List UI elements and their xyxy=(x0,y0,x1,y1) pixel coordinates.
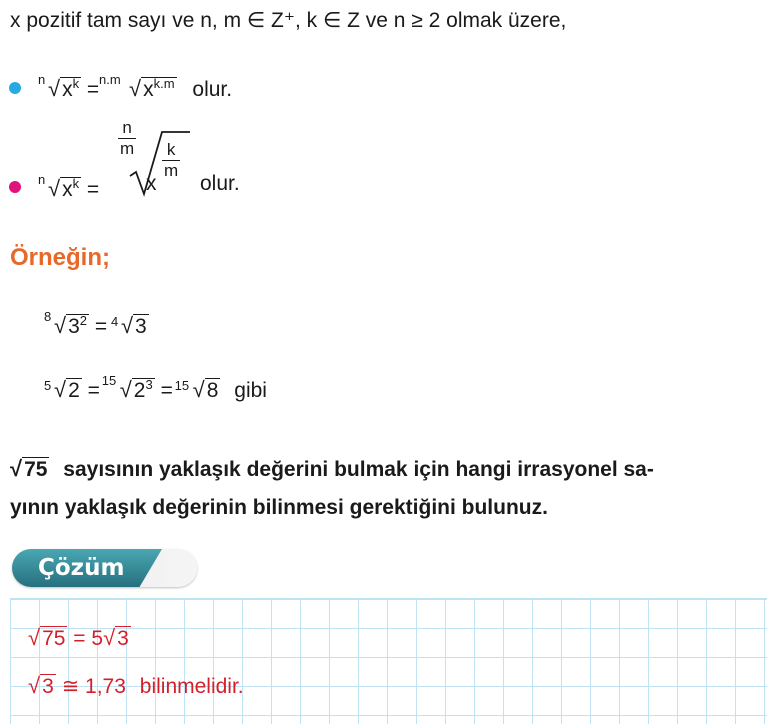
ex2-b-base: 2 xyxy=(133,379,146,402)
solution-suffix: bilinmelidir. xyxy=(139,675,244,698)
rule2-radicand xyxy=(146,166,157,202)
rule2-exp-den: m xyxy=(164,161,179,180)
question-text-1: sayısının yaklaşık değerini bulmak için hangi irrasyonel sa- xyxy=(63,458,654,481)
solution-grid xyxy=(10,598,767,724)
solution-radicand-2: 3 xyxy=(117,627,129,650)
ex2-c-radicand: 8 xyxy=(206,379,219,402)
ex1-lhs-index: 8 xyxy=(44,309,52,324)
question-line-1: √75 sayısının yaklaşık değerini bulmak için hangi irrasyonel sa- xyxy=(10,456,654,481)
ex1-rhs-index: 4 xyxy=(110,314,119,329)
ex2-b-exp: 3 xyxy=(145,377,153,392)
ex1-lhs-exp: 2 xyxy=(79,313,87,328)
bullet-pink xyxy=(9,181,21,193)
solution-coef: 5 xyxy=(91,627,104,650)
ex2-b-index: 15 xyxy=(101,373,117,388)
question-line-2: yının yaklaşık değerinin bilinmesi gerektiğini bulunuz. xyxy=(10,496,548,519)
ex2-c-index: 15 xyxy=(174,378,190,393)
ex1-lhs-base: 3 xyxy=(68,315,80,338)
solution-radicand-1: 75 xyxy=(42,627,66,650)
rule2-lhs-radicand: x xyxy=(62,178,73,201)
rule2-lhs-exp: k xyxy=(72,176,80,191)
rule2-index-num: n xyxy=(118,118,136,139)
ex1-rhs-radicand: 3 xyxy=(135,315,147,338)
example-1: 8 $√3^2$ = 4 √3 xyxy=(54,304,149,344)
solution-radicand-3: 3 xyxy=(42,675,54,698)
intro-text: x pozitif tam sayı ve n, m ∈ Z⁺, k ∈ Z ve n ≥ 2 olmak üzere, xyxy=(10,9,567,32)
rule2-exp-num: k xyxy=(162,140,180,161)
solution-value: 1,73 xyxy=(85,675,126,698)
bullet-blue xyxy=(9,82,21,94)
example-2: 5 √2 = 15 $√2^3$ = 15 √8 gibi xyxy=(54,368,267,408)
solution-line-1: √75 = 5√3 xyxy=(28,625,129,650)
rule2-suffix: olur. xyxy=(200,172,240,195)
solution-label: Çözüm xyxy=(38,555,125,581)
solution-badge xyxy=(12,549,197,587)
solution-line-2: √3 ≅ 1,73 bilinmelidir. xyxy=(28,673,244,698)
question-radicand: 75 xyxy=(24,458,48,481)
rule1-suffix: olur. xyxy=(192,78,233,101)
ex2-a-radicand: 2 xyxy=(68,379,80,402)
rule1-rhs-index: n.m xyxy=(99,72,121,87)
rule1-rhs-exp: k.m xyxy=(153,76,175,91)
rule2-radical-sign xyxy=(128,128,192,198)
rule1-lhs-radicand: x xyxy=(62,78,73,101)
ex2-a-index: 5 xyxy=(44,378,52,393)
rule1-rhs-radicand: x xyxy=(143,78,154,101)
rule-2-lhs: n $√x^k$ = xyxy=(48,166,99,208)
rule1-lhs-exp: k xyxy=(72,76,80,91)
rule-1: n $√x^k$ = n.m $√x^{k.m}$ olur. xyxy=(48,66,232,108)
rule2-exp-fraction xyxy=(162,140,180,181)
rule1-lhs-index: n xyxy=(38,72,46,87)
example-heading: Örneğin; xyxy=(10,244,110,271)
rule2-lhs-index: n xyxy=(38,172,46,187)
rule2-radicand-base: x xyxy=(146,172,157,195)
rule2-index-den: m xyxy=(120,139,135,158)
ex2-suffix: gibi xyxy=(234,379,267,402)
